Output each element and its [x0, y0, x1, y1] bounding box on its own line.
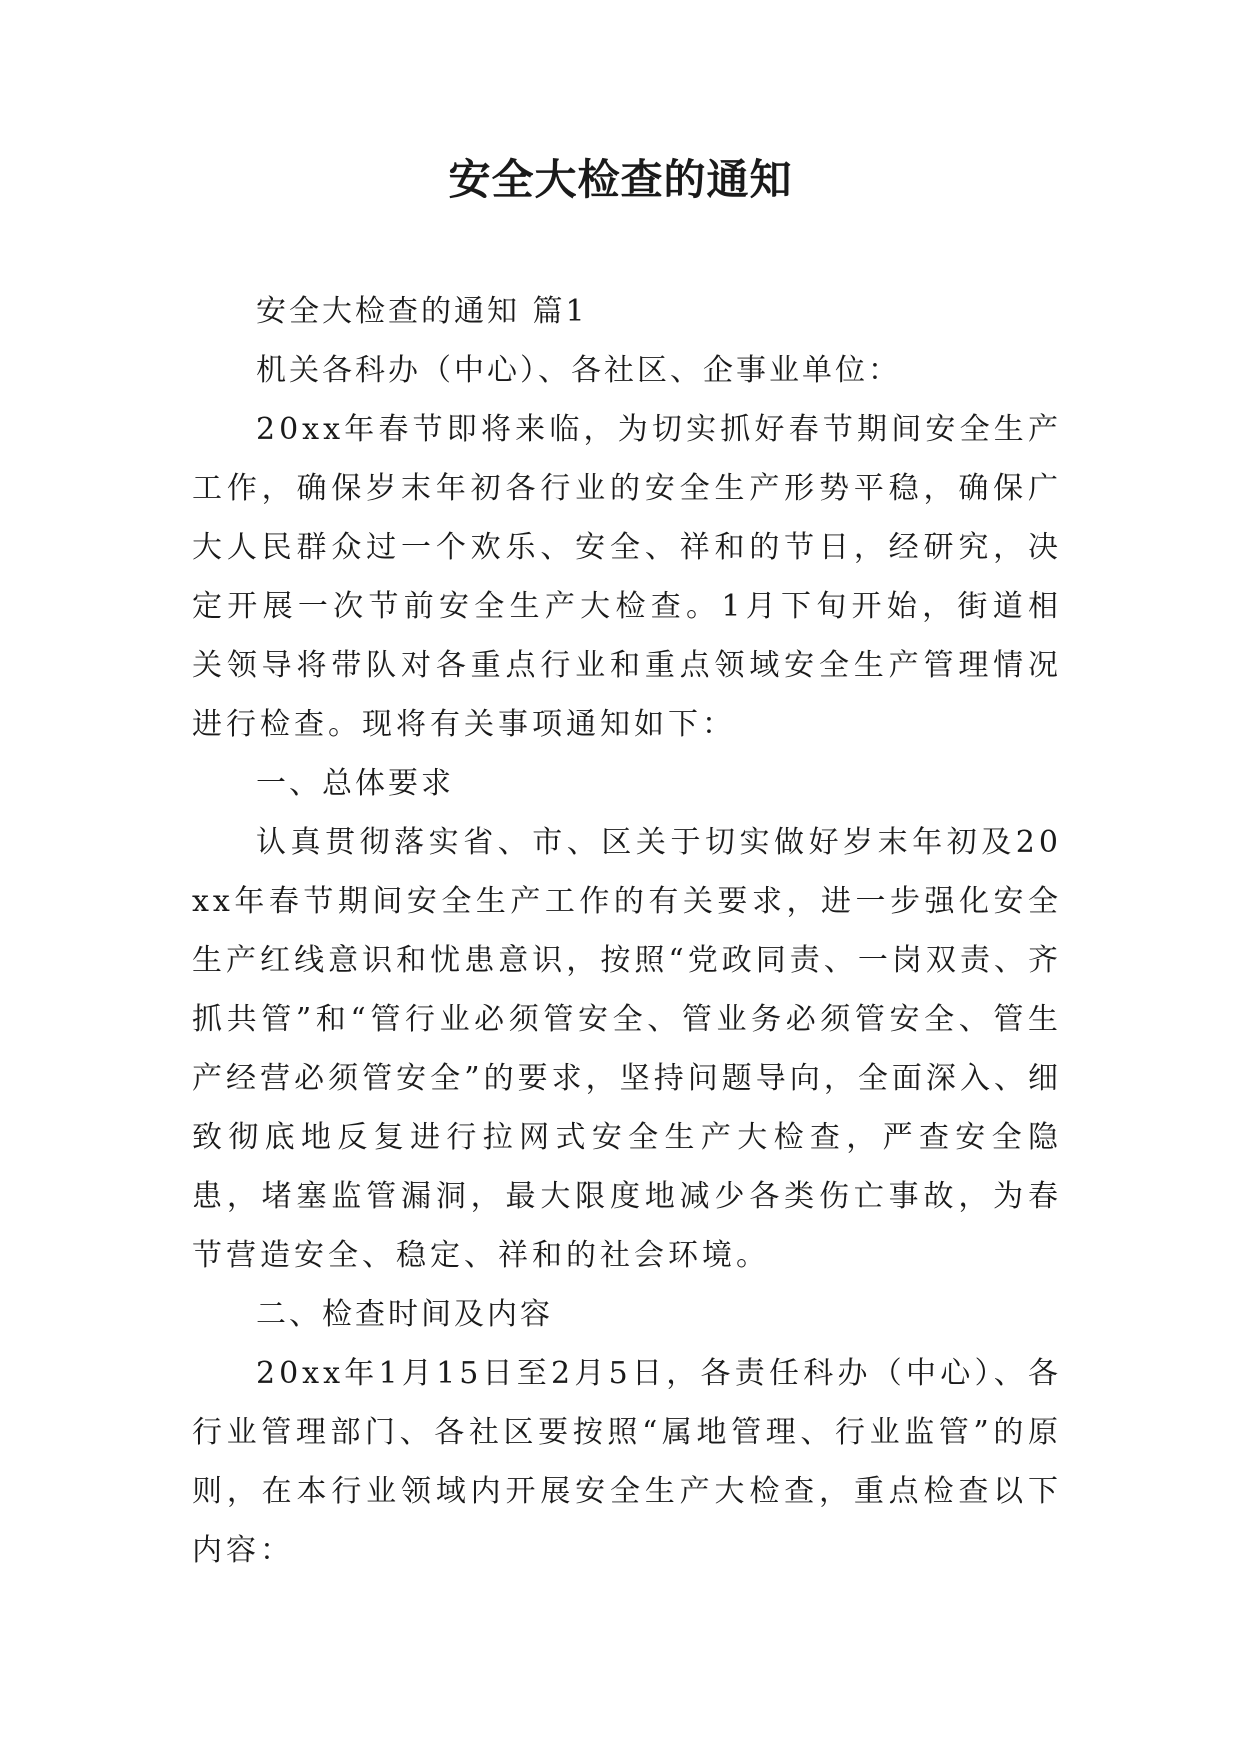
paragraph-intro: 20xx年春节即将来临，为切实抓好春节期间安全生产工作，确保岁末年初各行业的安全生产形势平稳，确保广大人民群众过一个欢乐、安全、祥和的节日，经研究，决定开展一次节前安全生产大检查。1月下旬开始，街道相关领导将带队对各重点行业和重点领域安全生产管理情况进行检查。现将有关事项通知如下：	[192, 412, 1062, 742]
heading-time-and-content: 二、检查时间及内容	[256, 1297, 553, 1332]
paragraph-time-and-content: 20xx年1月15日至2月5日，各责任科办（中心）、各行业管理部门、各社区要按照“属地管理、行业监管”的原则，在本行业领域内开展安全生产大检查，重点检查以下内容：	[192, 1356, 1062, 1568]
salutation: 机关各科办（中心）、各社区、企事业单位：	[256, 353, 901, 388]
heading-general-requirements: 一、总体要求	[256, 766, 454, 801]
paragraph-requirements: 认真贯彻落实省、市、区关于切实做好岁末年初及20xx年春节期间安全生产工作的有关要求，进一步强化安全生产红线意识和忧患意识，按照“党政同责、一岗双责、齐抓共管”和“管行业必须管安全、管业务必须管安全、管生产经营必须管安全”的要求，坚持问题导向，全面深入、细致彻底地反复进行拉网式安全生产大检查，严查安全隐患，堵塞监管漏洞，最大限度地减少各类伤亡事故，为春节营造安全、稳定、祥和的社会环境。	[192, 825, 1062, 1273]
section-heading-part1: 安全大检查的通知 篇1	[256, 294, 588, 329]
document-title: 安全大检查的通知	[448, 155, 793, 204]
document-body	[192, 282, 1062, 1580]
